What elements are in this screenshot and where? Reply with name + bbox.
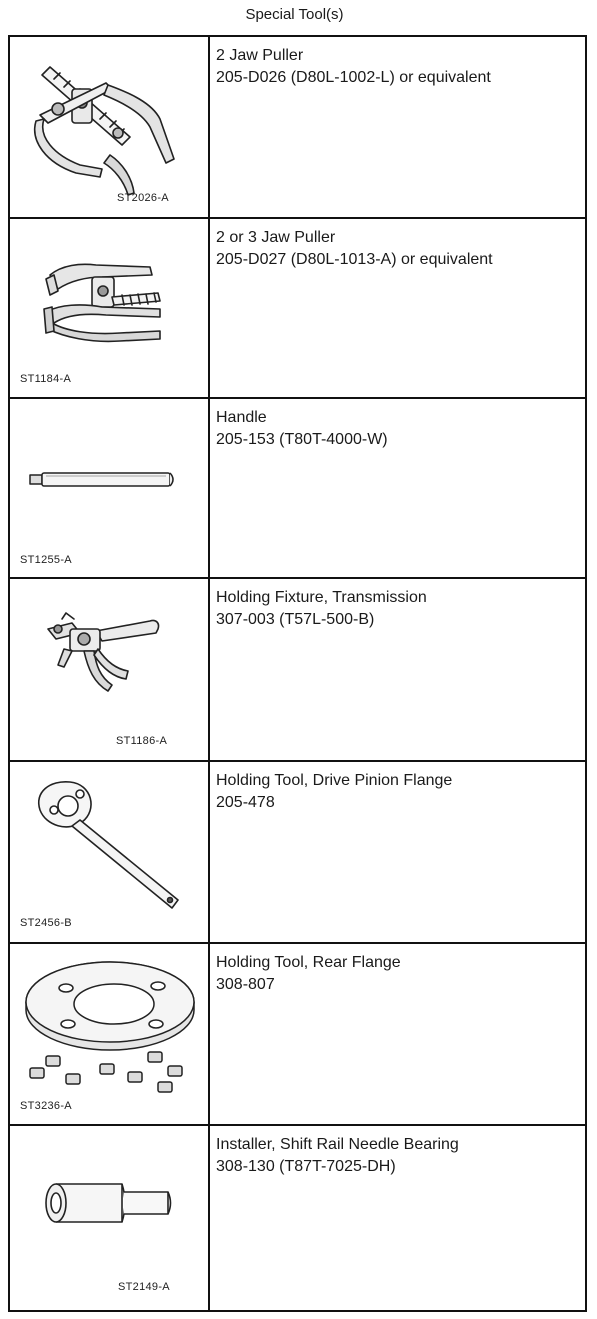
tool-number: 205-D026 (D80L-1002-L) or equivalent	[216, 69, 491, 86]
handle-icon	[10, 399, 208, 577]
pinion-flange-wrench-icon	[10, 762, 208, 942]
tool-description-cell	[209, 761, 586, 943]
tool-name: Holding Tool, Rear Flange	[216, 954, 401, 971]
tool-image-cell	[9, 761, 209, 943]
tool-description-cell	[209, 218, 586, 398]
tool-ref-label: ST2456-B	[20, 917, 72, 929]
tool-name: 2 Jaw Puller	[216, 47, 304, 64]
tool-ref-label: ST1184-A	[20, 373, 72, 385]
tool-description-cell	[209, 943, 586, 1125]
tool-number: 205-153 (T80T-4000-W)	[216, 431, 388, 448]
tool-description-cell	[209, 36, 586, 218]
tool-description-cell	[209, 1125, 586, 1311]
tool-description-cell	[209, 398, 586, 578]
tool-number: 205-D027 (D80L-1013-A) or equivalent	[216, 251, 493, 268]
tool-ref-label: ST2026-A	[117, 192, 169, 204]
tool-name: Handle	[216, 409, 267, 426]
tool-ref-label: ST1186-A	[116, 735, 168, 747]
tool-name: Holding Fixture, Transmission	[216, 589, 427, 606]
tool-image-cell	[9, 578, 209, 761]
tool-ref-label: ST2149-A	[118, 1281, 170, 1293]
bearing-installer-icon	[10, 1126, 208, 1310]
tool-number: 308-130 (T87T-7025-DH)	[216, 1158, 396, 1175]
tool-image-cell	[9, 398, 209, 578]
page-title: Special Tool(s)	[245, 6, 344, 23]
table-row	[9, 1125, 586, 1311]
holding-fixture-icon	[10, 579, 208, 760]
table-row	[9, 578, 586, 761]
tool-image-cell	[9, 218, 209, 398]
tool-image-cell	[9, 36, 209, 218]
special-tools-table	[8, 35, 587, 1312]
tool-description-cell	[209, 578, 586, 761]
table-row	[9, 943, 586, 1125]
three-jaw-puller-icon	[10, 219, 208, 397]
tool-number: 205-478	[216, 794, 275, 811]
tool-name: Installer, Shift Rail Needle Bearing	[216, 1136, 459, 1153]
tool-ref-label: ST1255-A	[20, 554, 72, 566]
tool-name: 2 or 3 Jaw Puller	[216, 229, 336, 246]
table-row	[9, 36, 586, 218]
tool-number: 307-003 (T57L-500-B)	[216, 611, 375, 628]
rear-flange-plate-icon	[10, 944, 208, 1124]
tool-number: 308-807	[216, 976, 275, 993]
tool-image-cell	[9, 943, 209, 1125]
table-row	[9, 398, 586, 578]
tool-name: Holding Tool, Drive Pinion Flange	[216, 772, 453, 789]
table-row	[9, 218, 586, 398]
table-row	[9, 761, 586, 943]
tool-ref-label: ST3236-A	[20, 1100, 72, 1112]
tool-image-cell	[9, 1125, 209, 1311]
two-jaw-puller-icon	[10, 37, 208, 217]
